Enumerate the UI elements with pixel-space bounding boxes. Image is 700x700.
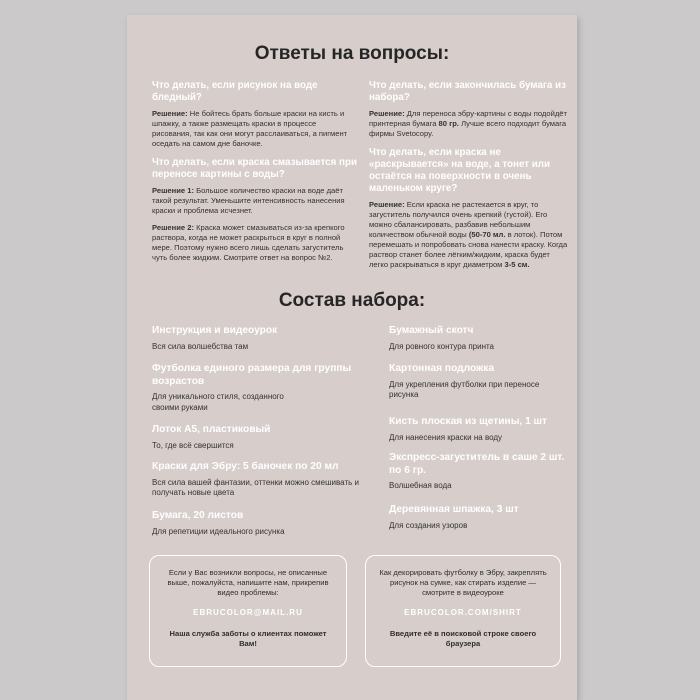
support-box-text: Если у Вас возникли вопросы, не описанные выше, пожалуйста, напишите нам, прикрепив видео проблемы: (167, 568, 329, 597)
instruction-sheet (127, 15, 577, 700)
kit-item (389, 504, 569, 531)
faq-answer: Решение 1: Большое количество краски на воде даёт такой результат. Уменьшите интенсивность нанесения краски и проблема исчезнет. (152, 186, 345, 215)
kit-item (389, 325, 569, 352)
kit-item-desc: Для нанесения краски на воду (389, 432, 503, 442)
faq-question: Что делать, если краска не «раскрывается» на воде, а тонет или остаётся на поверхности в очень маленьком круге? (369, 147, 551, 194)
faq-answer: Решение: Не бойтесь брать больше краски на кисть и шпажку, а также размещать краски в процессе рисования, так как они могут расслаиваться, а пигмент оседать на самом дне баночке. (152, 109, 348, 148)
support-box-note: Наша служба заботы о клиентах поможет Вам! (169, 629, 327, 648)
kit-item (152, 510, 362, 537)
faq-item (152, 157, 357, 263)
kit-item (389, 452, 569, 492)
kit-item-title: Экспресс-загуститель в саше 2 шт. по 6 гр. (389, 452, 565, 476)
kit-item-desc: Вся сила вашей фантазии, оттенки можно смешивать и получать новые цвета (152, 477, 359, 497)
kit-item-desc: Вся сила волшебства там (152, 341, 249, 351)
faq-right-column (369, 80, 569, 277)
video-url-link[interactable]: EBRUCOLOR.COM/SHIRT (404, 608, 522, 617)
faq-left-column (152, 80, 357, 270)
faq-question: Что делать, если закончилась бумага из набора? (369, 80, 566, 103)
kit-item-title: Футболка единого размера для группы возрастов (152, 363, 352, 387)
faq-answer: Решение 2: Краска может смазываться из-за крепкого раствора, когда не может раскрыться в круг в полной мере. Поэтому нужно всего лишь сделать загуститель чуть более жидким. Смотрите ответ на вопрос №2. (152, 223, 345, 262)
faq-answer: Решение: Если краска не растекается в круг, то загуститель получился очень крепкий (густой). Его можно сбалансировать, разбавив небольшим количеством обычной воды (50-70 мл. в лоток). Потом перемешать и попробовать снова нанести краску. Когда раствор станет более лёгким/жидким, краска будет легко раскрываться в круг диаметром 3-5 см. (369, 200, 568, 269)
support-box (149, 555, 347, 667)
kit-item-desc: Волшебная вода (389, 481, 452, 490)
faq-question: Что делать, если рисунок на воде бледный? (152, 80, 318, 103)
support-email-link[interactable]: EBRUCOLOR@MAIL.RU (193, 608, 303, 617)
kit-item-desc: То, где всё свершится (152, 440, 234, 450)
kit-item-desc: Для ровного контура принта (389, 341, 495, 351)
kit-item-desc: Для укрепления футболки при переносе рисунка (389, 379, 540, 399)
faq-answer: Решение: Для переноса эбру-картины с воды подойдёт принтерная бумага 80 гр. Лучше всего подходит бумага фирмы Svetocopy. (369, 109, 567, 138)
kit-item-desc: Для уникального стиля, созданного своими руками (152, 392, 284, 412)
kit-item-title: Инструкция и видеоурок (152, 325, 278, 336)
kit-item-title: Картонная подложка (389, 363, 495, 374)
faq-question: Что делать, если краска смазывается при переносе картины с воды? (152, 157, 357, 180)
faq-item (152, 80, 357, 149)
kit-item (152, 325, 362, 352)
video-box-note: Введите её в поисковой строке своего браузера (389, 629, 537, 648)
kit-item (152, 424, 362, 451)
kit-item-title: Кисть плоская из щетины, 1 шт (389, 416, 548, 427)
kit-title: Состав набора: (278, 290, 426, 311)
kit-item-desc: Для создания узоров (389, 520, 468, 530)
kit-item-title: Краски для Эбру: 5 баночек по 20 мл (152, 461, 339, 472)
kit-item-title: Лоток А5, пластиковый (152, 424, 271, 435)
faq-item (369, 147, 569, 270)
kit-item (389, 363, 569, 401)
kit-item-title: Бумага, 20 листов (152, 510, 244, 521)
faq-title: Ответы на вопросы: (254, 43, 450, 64)
video-box-text: Как декорировать футболку в Эбру, закреплять рисунок на сумке, как стирать изделие — смотрите в видеоуроке (379, 568, 547, 597)
kit-item-title: Бумажный скотч (389, 325, 474, 336)
kit-item (389, 416, 569, 443)
kit-item (152, 461, 367, 499)
kit-item-desc: Для репетиции идеального рисунка (152, 526, 285, 536)
faq-item (369, 80, 569, 139)
kit-item (152, 363, 362, 413)
video-box (365, 555, 561, 667)
kit-item-title: Деревянная шпажка, 3 шт (389, 504, 519, 515)
